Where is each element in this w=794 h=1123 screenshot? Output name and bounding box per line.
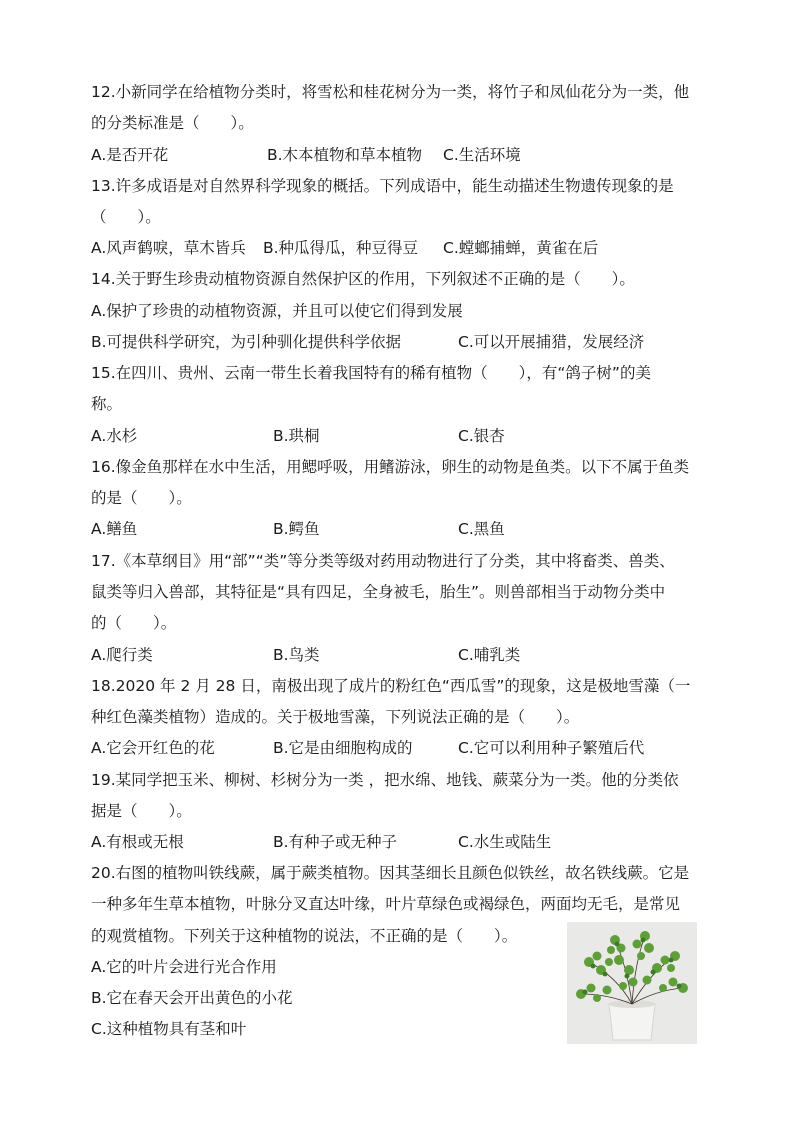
q14-option-c: C.可以开展捕猎，发展经济 [458,333,645,351]
q14-option-a: A.保护了珍贵的动植物资源，并且可以使它们得到发展 [91,302,463,320]
q18-line-1: 18.2020 年 2 月 28 日，南极出现了成片的粉红色“西瓜雪”的现象，这是极地雪藻（一 [91,677,691,695]
q16-line-2: 的是（ ）。 [91,489,192,507]
q12-option-c: C.生活环境 [443,146,521,164]
q16-option-b: B.鳄鱼 [273,520,320,538]
q20-line-2: 一种多年生草本植物，叶脉分叉直达叶缘，叶片草绿色或褐绿色，两面均无毛，是常见 [91,895,681,913]
q19-option-a: A.有根或无根 [91,833,184,851]
q17-option-b: B.鸟类 [273,646,320,664]
q19-line-1: 19.某同学把玉米、柳树、杉树分为一类 ，把水绵、地钱、蕨菜分为一类。他的分类依 [91,771,679,789]
q13-option-a: A.风声鹤唳，草木皆兵 [91,239,246,257]
q20-option-c: C.这种植物具有茎和叶 [91,1020,247,1038]
q13-option-b: B.种瓜得瓜，种豆得豆 [263,239,419,257]
pot-shape [609,1004,655,1040]
q19-option-c: C.水生或陆生 [458,833,552,851]
q13-line-2: （ ）。 [91,208,161,226]
q20-option-a: A.它的叶片会进行光合作用 [91,958,277,976]
q15-line-1: 15.在四川、贵州、云南一带生长着我国特有的稀有植物（ ），有“鸽子树”的美 [91,364,651,382]
q15-option-b: B.珙桐 [273,427,320,445]
q17-option-a: A.爬行类 [91,646,153,664]
q16-line-1: 16.像金鱼那样在水中生活，用鳃呼吸，用鳍游泳，卵生的动物是鱼类。以下不属于鱼类 [91,458,690,476]
q18-line-2: 种红色藻类植物）造成的。关于极地雪藻，下列说法正确的是（ ）。 [91,708,580,726]
q17-line-1: 17.《本草纲目》用“部”“类”等分类等级对药用动物进行了分类，其中将畜类、兽类、 [91,552,675,570]
q12-line-2: 的分类标准是（ ）。 [91,114,254,132]
potted-fern-photo [567,922,697,1044]
q12-option-a: A.是否开花 [91,146,169,164]
q19-line-2: 据是（ ）。 [91,802,192,820]
q15-line-2: 称。 [91,395,123,413]
q20-option-b: B.它在春天会开出黄色的小花 [91,989,293,1007]
q14-line-1: 14.关于野生珍贵动植物资源自然保护区的作用，下列叙述不正确的是（ ）。 [91,270,635,288]
q15-option-c: C.银杏 [458,427,505,445]
q17-option-c: C.哺乳类 [458,646,521,664]
q17-line-3: 的（ ）。 [91,614,177,632]
q13-line-1: 13.许多成语是对自然界科学现象的概括。下列成语中，能生动描述生物遗传现象的是 [91,177,674,195]
q14-option-b: B.可提供科学研究，为引种驯化提供科学依据 [91,333,402,351]
q18-option-a: A.它会开红色的花 [91,739,215,757]
q15-option-a: A.水杉 [91,427,138,445]
q20-line-1: 20.右图的植物叫铁线蕨，属于蕨类植物。因其茎细长且颜色似铁丝，故名铁线蕨。它是 [91,864,690,882]
q18-option-c: C.它可以利用种子繁殖后代 [458,739,645,757]
q12-option-b: B.木本植物和草本植物 [267,146,423,164]
q20-line-3: 的观赏植物。下列关于这种植物的说法，不正确的是（ ）。 [91,927,518,945]
q16-option-a: A.鳝鱼 [91,520,138,538]
q17-line-2: 鼠类等归入兽部，其特征是“具有四足，全身被毛，胎生”。则兽部相当于动物分类中 [91,583,666,601]
q13-option-c: C.螳螂捕蝉，黄雀在后 [443,239,599,257]
q16-option-c: C.黑鱼 [458,520,505,538]
q18-option-b: B.它是由细胞构成的 [273,739,413,757]
q19-option-b: B.有种子或无种子 [273,833,398,851]
q12-line-1: 12.小新同学在给植物分类时，将雪松和桂花树分为一类，将竹子和凤仙花分为一类，他 [91,83,690,101]
